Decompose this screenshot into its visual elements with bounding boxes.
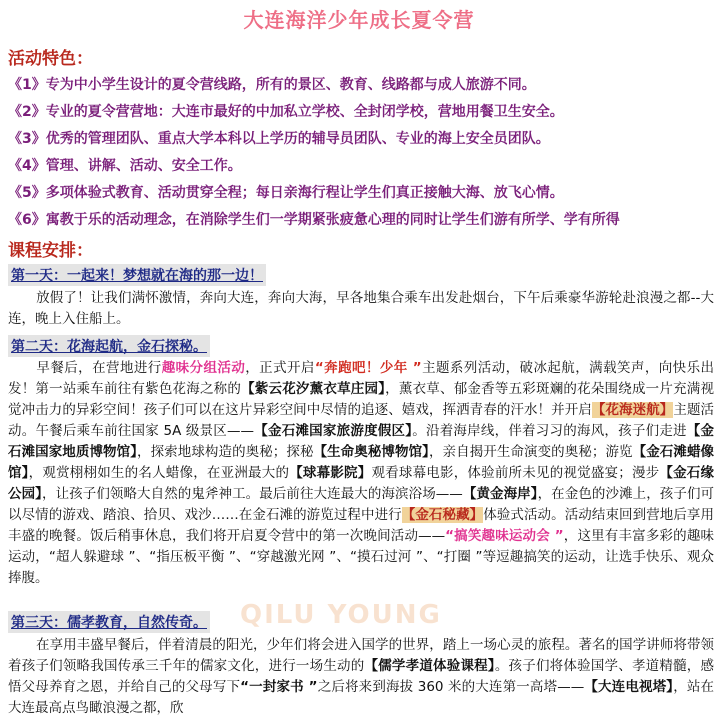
page-title: 大连海洋少年成长夏令营 xyxy=(243,8,475,32)
day2-seg: ，在金色的沙滩上，孩子们可以尽情的游戏、踏浪、拾贝、戏沙……在金石滩的游览过程中进行 xyxy=(8,486,715,523)
day2-seg: 主题活动。午餐后乘车前往国家 5A 级景区—— xyxy=(8,402,715,439)
day2-highlight: “奔跑吧！少年 ” xyxy=(314,360,422,376)
day3-seg: 之后将来到海拔 360 米的大连第一高塔—— xyxy=(317,679,585,695)
day3-seg: 。孩子们将体验国学、孝道精髓，感悟父母养育之恩，并给自己的父母写下 xyxy=(8,658,715,695)
day2-highlight: 【金石秘藏】 xyxy=(401,507,484,523)
feature-item-3: 《3》优秀的管理团队、重点大学本科以上学历的辅导员团队、专业的海上安全员团队。 xyxy=(8,131,550,147)
features-heading: 活动特色： xyxy=(8,49,93,69)
feature-item-5: 《5》多项体验式教育、活动贯穿全程；每日亲海行程让学生们真正接触大海、放飞心情。 xyxy=(8,185,564,201)
feature-item-6: 《6》寓教于乐的活动理念，在消除学生们一学期紧张疲惫心理的同时让学生们游有所学、学有所得 xyxy=(8,212,620,228)
feature-item-2: 《2》专业的夏令营营地：大连市最好的中加私立学校、全封闭学校，营地用餐卫生安全。 xyxy=(8,104,564,120)
day2-seg: ，观赏栩栩如生的名人蜡像，在亚洲最大的 xyxy=(28,465,290,481)
day3-highlight: 【儒学孝道体验课程】 xyxy=(364,658,495,674)
day2-seg: ，亲自揭开生命演变的奥秘；游览 xyxy=(428,444,633,460)
day2-highlight: 【紫云花汐薰衣草庄园】 xyxy=(241,381,386,397)
day2-seg: 。沿着海岸线，伴着习习的海风，孩子们走进 xyxy=(412,423,687,439)
day2-seg: 观看球幕电影，体验前所未见的视觉盛宴；漫步 xyxy=(371,465,660,481)
feature-item-4: 《4》管理、讲解、活动、安全工作。 xyxy=(8,158,242,174)
day2-highlight: 【金石滩国家旅游度假区】 xyxy=(254,423,413,439)
day2-highlight: 趣味分组活动 xyxy=(161,360,246,376)
day2-seg: 主题系列活动，破冰起航，满载笑声，向快乐出发！第一站乘车前往有紫色花海之称的 xyxy=(8,360,715,397)
day3-highlight: “一封家书 ” xyxy=(240,679,318,695)
day2-highlight: 【金石滩蜡像馆】 xyxy=(8,444,715,481)
schedule-heading: 课程安排： xyxy=(8,241,93,261)
day2-highlight: “搞笑趣味运动会 ” xyxy=(445,528,564,544)
feature-item-1: 《1》专为中小学生设计的夏令营线路，所有的景区、教育、线路都与成人旅游不同。 xyxy=(8,77,536,93)
day3-seg: ，站在大连最高点鸟瞰浪漫之都，欣 xyxy=(8,679,715,716)
day2-seg: ，让孩子们领略大自然的鬼斧神工。最后前往大连最大的海滨浴场—— xyxy=(42,486,463,502)
day2-seg: 早餐后，在营地进行 xyxy=(36,360,162,376)
day2-seg: ，探索地球构造的奥秘；探秘 xyxy=(137,444,314,460)
day2-highlight: 【球幕影院】 xyxy=(289,465,372,481)
day2-highlight: 【花海迷航】 xyxy=(591,402,674,418)
day3-seg: 在享用丰盛早餐后，伴着清晨的阳光，少年们将会进入国学的世界，踏上一场心灵的旅程。著名的国学讲师将带领着孩子们领略我国传承三千年的儒家文化，进行一场生动的 xyxy=(8,637,714,674)
day2-highlight: 【黄金海岸】 xyxy=(462,486,538,502)
day1-body: 放假了！让我们满怀激情，奔向大连，奔向大海，早各地集合乘车出发赴烟台，下午后乘豪华游轮赴浪漫之都--大连，晚上入住船上。 xyxy=(8,290,714,327)
day3-heading: 第三天：儒孝教育，自然传奇。 xyxy=(8,611,210,633)
day3-text xyxy=(8,635,714,719)
day2-highlight: 【金石滩国家地质博物馆】 xyxy=(8,423,715,460)
day2-seg: ，正式开启 xyxy=(245,360,315,376)
day2-text xyxy=(8,358,714,589)
day2-seg: ，这里有丰富多彩的趣味运动，“超人躲避球 ”、“指压板平衡 ”、“穿越激光网 ”、“摸石过河 ”、“打圈 ”等逗趣搞笑的运动，让选手快乐、观众捧腹。 xyxy=(8,528,715,586)
day2-highlight: 【生命奥秘博物馆】 xyxy=(313,444,429,460)
watermark: QILU YOUNG xyxy=(240,600,442,630)
day3-highlight: 【大连电视塔】 xyxy=(584,679,674,695)
day2-seg: 体验式活动。活动结束回到营地后享用丰盛的晚餐。饭后稍事休息，我们将开启夏令营中的第一次晚间活动—— xyxy=(8,507,715,544)
day1-heading: 第一天：一起来！梦想就在海的那一边！ xyxy=(8,264,266,286)
day2-heading: 第二天：花海起航，金石探秘。 xyxy=(8,335,210,357)
day2-highlight: 【金石缘公园】 xyxy=(8,465,715,502)
day2-seg: ，薰衣草、郁金香等五彩斑斓的花朵围绕成一片充满视觉冲击力的异彩空间！孩子们可以在这片异彩空间中尽情的追逐、嬉戏，挥洒青春的汗水！并开启 xyxy=(8,381,715,418)
day1-text xyxy=(8,288,714,330)
